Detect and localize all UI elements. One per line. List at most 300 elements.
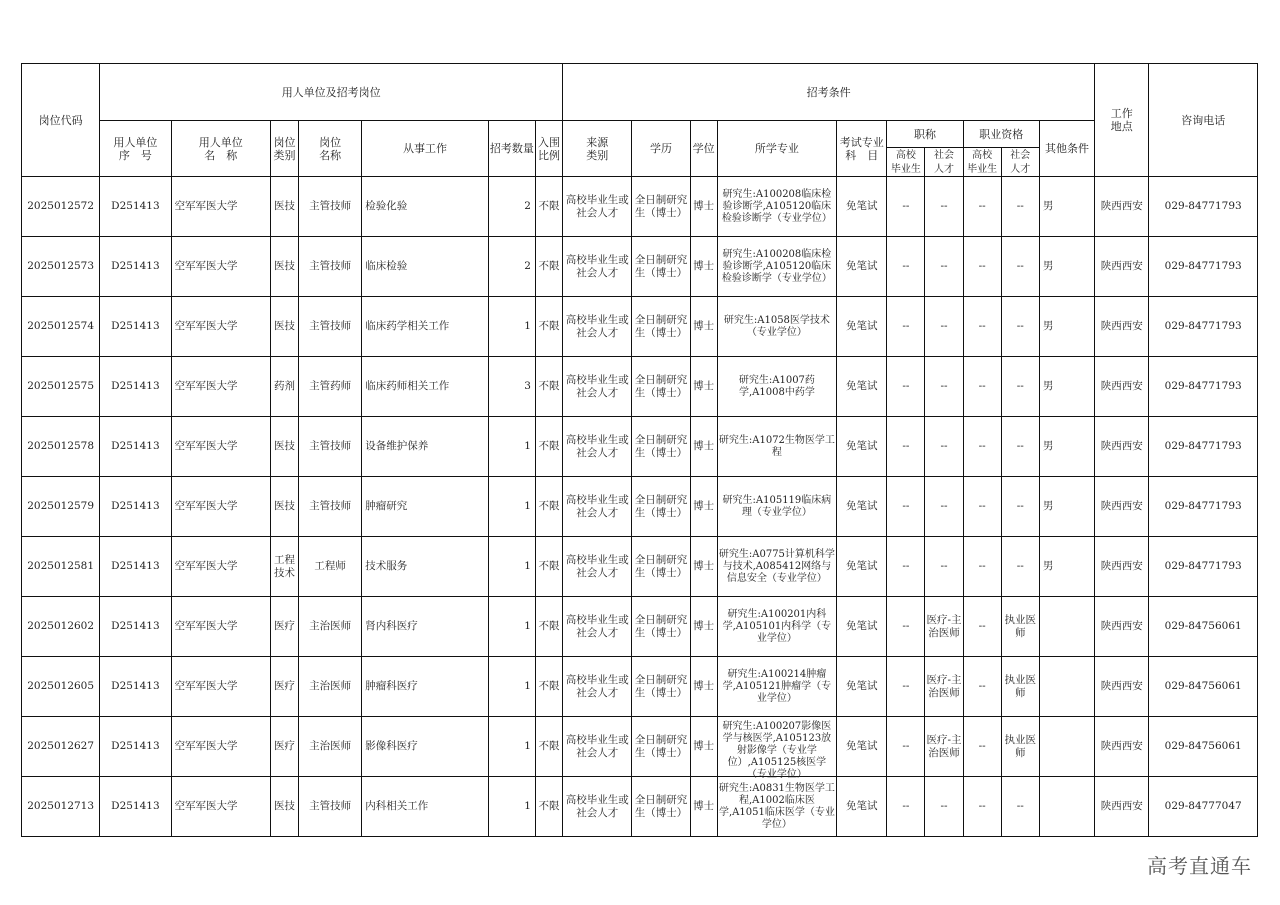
cell-exam: [837, 357, 887, 417]
cell-count: [488, 657, 535, 717]
cell-qual-grad: [963, 357, 1001, 417]
cell-edu: [632, 657, 690, 717]
cell-other: [1039, 657, 1094, 717]
cell-other: [1039, 237, 1094, 297]
cell-major-text: 研究生:A100214肿瘤学,A105121肿瘤学（专业学位）: [722, 668, 832, 704]
header-major: 所学专业: [717, 121, 836, 177]
cell-ratio-text: 不限: [538, 500, 560, 512]
header-qual-grad-text: 高校 毕业生: [967, 150, 998, 175]
cell-source: [563, 597, 632, 657]
cell-place: [1095, 477, 1149, 537]
cell-count: [488, 357, 535, 417]
cell-work-text: 临床检验: [365, 260, 408, 272]
cell-major: [717, 657, 836, 717]
cell-ratio-text: 不限: [538, 560, 560, 572]
cell-exam-text: 免笔试: [845, 800, 878, 812]
cell-qual-social-text: 执业医师: [1004, 673, 1037, 699]
cell-code-text: 2025012574: [27, 320, 95, 332]
cell-place: [1095, 657, 1149, 717]
cell-count-text: 1: [524, 320, 531, 332]
cell-post: [299, 177, 362, 237]
cell-type-text: 医技: [273, 800, 295, 812]
cell-source-text: 高校毕业生或社会人才: [565, 193, 629, 219]
cell-count-text: 1: [524, 680, 531, 692]
cell-code: [22, 537, 100, 597]
cell-count-text: 3: [524, 380, 531, 392]
cell-count-text: 1: [524, 800, 531, 812]
cell-ratio: [535, 777, 562, 837]
cell-work-text: 技术服务: [365, 560, 408, 572]
cell-degree: [690, 297, 717, 357]
cell-count: [488, 597, 535, 657]
cell-code-text: 2025012605: [27, 680, 95, 692]
cell-phone-text: 029-84771793: [1164, 500, 1242, 512]
cell-qual-social-text: --: [1016, 380, 1024, 392]
cell-title-grad-text: --: [902, 800, 910, 812]
cell-unit-name: [171, 717, 270, 777]
cell-post-text: 主管技师: [309, 440, 352, 452]
cell-qual-grad-text: --: [978, 500, 986, 512]
cell-degree: [690, 477, 717, 537]
cell-exam: [837, 597, 887, 657]
cell-code: [22, 717, 100, 777]
table-row: [22, 297, 1258, 357]
header-group-unit: 用人单位及招考岗位: [100, 64, 563, 121]
cell-qual-social: [1001, 537, 1039, 597]
cell-unit-name-text: 空军军医大学: [174, 500, 238, 512]
cell-unit-name: [171, 417, 270, 477]
header-exam-text: 考试专业 科 目: [839, 135, 884, 162]
cell-degree-text: 博士: [693, 200, 715, 212]
cell-edu-text: 全日制研究生（博士）: [634, 673, 688, 699]
cell-phone: [1149, 717, 1258, 777]
cell-exam-text: 免笔试: [845, 740, 878, 752]
cell-ratio: [535, 657, 562, 717]
cell-major: [717, 357, 836, 417]
cell-degree: [690, 777, 717, 837]
cell-unit-name: [171, 537, 270, 597]
cell-place-text: 陕西西安: [1100, 800, 1143, 812]
cell-edu: [632, 537, 690, 597]
cell-work-text: 临床药师相关工作: [365, 380, 450, 392]
cell-qual-social-text: --: [1016, 260, 1024, 272]
cell-exam: [837, 297, 887, 357]
cell-other-text: 男: [1042, 320, 1054, 332]
header-title-grad-text: 高校 毕业生: [890, 150, 921, 175]
cell-unit-name: [171, 597, 270, 657]
cell-post: [299, 537, 362, 597]
cell-degree: [690, 717, 717, 777]
cell-type-text: 医疗: [273, 740, 295, 752]
table-row: [22, 357, 1258, 417]
cell-other: [1039, 357, 1094, 417]
header-qual-group: 职业资格: [963, 121, 1039, 148]
cell-title-social-text: 医疗-主治医师: [926, 733, 962, 759]
cell-title-grad-text: --: [902, 620, 910, 632]
cell-title-social-text: --: [940, 200, 948, 212]
cell-edu-text: 全日制研究生（博士）: [634, 493, 688, 519]
header-source: [563, 121, 632, 177]
cell-unit-name: [171, 777, 270, 837]
cell-unit-no-text: D251413: [111, 740, 160, 752]
cell-unit-name: [171, 477, 270, 537]
cell-edu: [632, 237, 690, 297]
header-work: 从事工作: [362, 121, 488, 177]
cell-unit-no-text: D251413: [111, 260, 160, 272]
cell-title-grad-text: --: [902, 380, 910, 392]
cell-qual-social: [1001, 417, 1039, 477]
cell-place: [1095, 597, 1149, 657]
header-unit-name: [171, 121, 270, 177]
cell-unit-no: [100, 477, 171, 537]
header-post-name-text: 岗位 名称: [319, 135, 342, 162]
cell-place-text: 陕西西安: [1100, 380, 1143, 392]
cell-post-text: 主治医师: [309, 620, 352, 632]
cell-qual-grad: [963, 657, 1001, 717]
cell-work-text: 设备维护保养: [365, 440, 429, 452]
cell-post: [299, 237, 362, 297]
cell-place: [1095, 177, 1149, 237]
table-row: [22, 537, 1258, 597]
cell-source-text: 高校毕业生或社会人才: [565, 493, 629, 519]
cell-qual-social-text: --: [1016, 200, 1024, 212]
cell-type-text: 医疗: [273, 620, 295, 632]
cell-qual-social: [1001, 297, 1039, 357]
cell-phone: [1149, 417, 1258, 477]
header-post-code: 岗位代码: [22, 64, 100, 177]
cell-qual-grad-text: --: [978, 680, 986, 692]
cell-title-grad: [887, 357, 925, 417]
cell-major: [717, 537, 836, 597]
cell-source: [563, 357, 632, 417]
cell-exam: [837, 237, 887, 297]
cell-phone-text: 029-84771793: [1164, 200, 1242, 212]
cell-unit-name: [171, 657, 270, 717]
table-row: [22, 417, 1258, 477]
cell-code-text: 2025012578: [27, 440, 95, 452]
cell-title-grad-text: --: [902, 320, 910, 332]
cell-type: [270, 417, 298, 477]
cell-work: [362, 777, 488, 837]
cell-edu: [632, 357, 690, 417]
cell-unit-name-text: 空军军医大学: [174, 620, 238, 632]
cell-title-grad-text: --: [902, 740, 910, 752]
cell-type-text: 医技: [273, 200, 295, 212]
cell-title-grad-text: --: [902, 200, 910, 212]
cell-post: [299, 777, 362, 837]
cell-qual-social: [1001, 597, 1039, 657]
cell-type: [270, 717, 298, 777]
cell-unit-no-text: D251413: [111, 620, 160, 632]
cell-unit-no-text: D251413: [111, 800, 160, 812]
header-group-conditions: 招考条件: [563, 64, 1095, 121]
cell-place: [1095, 357, 1149, 417]
cell-code: [22, 477, 100, 537]
header-qual-grad: [963, 148, 1001, 177]
cell-ratio-text: 不限: [538, 440, 560, 452]
cell-other: [1039, 417, 1094, 477]
cell-code: [22, 357, 100, 417]
cell-source-text: 高校毕业生或社会人才: [565, 793, 629, 819]
cell-major: [717, 417, 836, 477]
cell-title-grad: [887, 477, 925, 537]
cell-count: [488, 717, 535, 777]
cell-title-social: [925, 237, 963, 297]
cell-exam-text: 免笔试: [845, 380, 878, 392]
cell-place: [1095, 717, 1149, 777]
cell-ratio: [535, 237, 562, 297]
cell-type: [270, 357, 298, 417]
cell-other-text: 男: [1042, 560, 1054, 572]
header-title-grad: [887, 148, 925, 177]
cell-count: [488, 177, 535, 237]
cell-title-social-text: --: [940, 260, 948, 272]
cell-unit-no-text: D251413: [111, 560, 160, 572]
table-row: [22, 777, 1258, 837]
cell-phone-text: 029-84771793: [1164, 560, 1242, 572]
cell-qual-social-text: 执业医师: [1004, 613, 1037, 639]
cell-ratio: [535, 297, 562, 357]
cell-other: [1039, 597, 1094, 657]
cell-qual-social-text: --: [1016, 560, 1024, 572]
cell-type-text: 药剂: [273, 380, 295, 392]
cell-edu-text: 全日制研究生（博士）: [634, 373, 688, 399]
cell-ratio-text: 不限: [538, 800, 560, 812]
cell-title-social-text: 医疗-主治医师: [926, 613, 962, 639]
cell-edu-text: 全日制研究生（博士）: [634, 553, 688, 579]
cell-degree: [690, 357, 717, 417]
cell-edu: [632, 477, 690, 537]
cell-title-social: [925, 357, 963, 417]
cell-type: [270, 537, 298, 597]
cell-work-text: 肾内科医疗: [365, 620, 418, 632]
cell-unit-name-text: 空军军医大学: [174, 260, 238, 272]
cell-title-social: [925, 477, 963, 537]
cell-qual-social: [1001, 777, 1039, 837]
cell-place-text: 陕西西安: [1100, 320, 1143, 332]
cell-work: [362, 177, 488, 237]
header-phone: 咨询电话: [1149, 64, 1258, 177]
cell-degree: [690, 657, 717, 717]
cell-qual-grad: [963, 417, 1001, 477]
recruitment-table-container: [21, 63, 1258, 837]
header-work-place-text: 工作 地点: [1110, 107, 1133, 133]
cell-qual-social: [1001, 477, 1039, 537]
cell-work-text: 肿瘤研究: [365, 500, 408, 512]
cell-unit-no-text: D251413: [111, 500, 160, 512]
cell-other-text: 男: [1042, 440, 1054, 452]
cell-degree-text: 博士: [693, 380, 715, 392]
cell-exam: [837, 177, 887, 237]
cell-edu-text: 全日制研究生（博士）: [634, 313, 688, 339]
cell-source-text: 高校毕业生或社会人才: [565, 733, 629, 759]
cell-place: [1095, 237, 1149, 297]
cell-type-text: 医疗: [273, 680, 295, 692]
cell-edu: [632, 417, 690, 477]
cell-major-text: 研究生:A1007药学,A1008中药学: [738, 374, 815, 398]
cell-unit-name-text: 空军军医大学: [174, 800, 238, 812]
cell-source-text: 高校毕业生或社会人才: [565, 373, 629, 399]
cell-major-text: 研究生:A1072生物医学工程: [718, 434, 835, 458]
cell-exam: [837, 537, 887, 597]
cell-title-social: [925, 417, 963, 477]
cell-qual-grad-text: --: [978, 440, 986, 452]
cell-qual-grad: [963, 177, 1001, 237]
cell-unit-name-text: 空军军医大学: [174, 320, 238, 332]
cell-qual-grad-text: --: [978, 320, 986, 332]
cell-edu-text: 全日制研究生（博士）: [634, 613, 688, 639]
cell-qual-social: [1001, 177, 1039, 237]
cell-phone-text: 029-84771793: [1164, 440, 1242, 452]
cell-ratio-text: 不限: [538, 200, 560, 212]
header-title-group: 职称: [887, 121, 963, 148]
cell-title-social-text: --: [940, 560, 948, 572]
cell-phone: [1149, 777, 1258, 837]
cell-phone: [1149, 177, 1258, 237]
cell-post-text: 主治医师: [309, 680, 352, 692]
cell-ratio: [535, 177, 562, 237]
cell-place-text: 陕西西安: [1100, 620, 1143, 632]
cell-ratio: [535, 417, 562, 477]
cell-source-text: 高校毕业生或社会人才: [565, 313, 629, 339]
cell-unit-no-text: D251413: [111, 200, 160, 212]
cell-major-text: 研究生:A0831生物医学工程,A1002临床医学,A1051临床医学（专业学位）: [718, 782, 835, 830]
cell-unit-no: [100, 297, 171, 357]
cell-work: [362, 537, 488, 597]
cell-degree-text: 博士: [693, 680, 715, 692]
cell-place: [1095, 297, 1149, 357]
header-edu: 学历: [632, 121, 690, 177]
cell-code-text: 2025012575: [27, 380, 95, 392]
cell-major: [717, 297, 836, 357]
cell-title-grad: [887, 777, 925, 837]
cell-unit-no-text: D251413: [111, 680, 160, 692]
cell-title-social-text: 医疗-主治医师: [926, 673, 962, 699]
cell-qual-social: [1001, 357, 1039, 417]
watermark-logo: 高考直通车: [1147, 854, 1252, 878]
cell-title-grad-text: --: [902, 560, 910, 572]
cell-phone-text: 029-84756061: [1164, 620, 1242, 632]
cell-other: [1039, 777, 1094, 837]
cell-degree: [690, 537, 717, 597]
table-row: [22, 657, 1258, 717]
cell-qual-social-text: --: [1016, 320, 1024, 332]
cell-phone: [1149, 657, 1258, 717]
cell-degree-text: 博士: [693, 740, 715, 752]
cell-title-grad: [887, 237, 925, 297]
table-row: [22, 237, 1258, 297]
cell-code: [22, 657, 100, 717]
cell-work-text: 内科相关工作: [365, 800, 429, 812]
cell-phone-text: 029-84771793: [1164, 320, 1242, 332]
header-ratio: [535, 121, 562, 177]
cell-ratio-text: 不限: [538, 320, 560, 332]
cell-title-social-text: --: [940, 440, 948, 452]
cell-qual-grad: [963, 237, 1001, 297]
cell-ratio: [535, 477, 562, 537]
cell-title-social-text: --: [940, 380, 948, 392]
cell-qual-grad: [963, 717, 1001, 777]
cell-phone-text: 029-84771793: [1164, 380, 1242, 392]
cell-code-text: 2025012579: [27, 500, 95, 512]
cell-unit-no: [100, 717, 171, 777]
cell-type-text: 工程技术: [273, 553, 295, 579]
cell-phone-text: 029-84756061: [1164, 740, 1242, 752]
cell-qual-grad: [963, 297, 1001, 357]
cell-other-text: 男: [1042, 260, 1054, 272]
cell-code: [22, 597, 100, 657]
header-qual-social-text: 社会 人才: [1010, 150, 1031, 175]
cell-source: [563, 417, 632, 477]
cell-type: [270, 657, 298, 717]
cell-qual-social-text: --: [1016, 800, 1024, 812]
cell-title-social: [925, 777, 963, 837]
cell-source: [563, 297, 632, 357]
cell-exam-text: 免笔试: [845, 560, 878, 572]
cell-type: [270, 297, 298, 357]
cell-code-text: 2025012713: [27, 800, 95, 812]
cell-title-grad: [887, 657, 925, 717]
cell-title-social: [925, 717, 963, 777]
cell-qual-social: [1001, 237, 1039, 297]
cell-count: [488, 537, 535, 597]
cell-count: [488, 477, 535, 537]
header-source-text: 来源 类别: [586, 135, 609, 162]
cell-ratio-text: 不限: [538, 380, 560, 392]
cell-major: [717, 777, 836, 837]
header-work-place: [1095, 64, 1149, 177]
cell-post-text: 主管技师: [309, 500, 352, 512]
cell-title-grad: [887, 417, 925, 477]
cell-code: [22, 177, 100, 237]
header-degree: 学位: [690, 121, 717, 177]
cell-count-text: 1: [524, 560, 531, 572]
cell-title-social-text: --: [940, 320, 948, 332]
cell-exam-text: 免笔试: [845, 680, 878, 692]
cell-count: [488, 417, 535, 477]
cell-degree-text: 博士: [693, 800, 715, 812]
cell-ratio-text: 不限: [538, 620, 560, 632]
cell-exam-text: 免笔试: [845, 500, 878, 512]
cell-type: [270, 597, 298, 657]
cell-phone-text: 029-84756061: [1164, 680, 1242, 692]
cell-unit-no-text: D251413: [111, 380, 160, 392]
cell-qual-grad-text: --: [978, 800, 986, 812]
cell-qual-grad-text: --: [978, 260, 986, 272]
cell-edu: [632, 297, 690, 357]
cell-work-text: 临床药学相关工作: [365, 320, 450, 332]
cell-place: [1095, 777, 1149, 837]
cell-degree: [690, 177, 717, 237]
cell-exam: [837, 777, 887, 837]
cell-ratio: [535, 597, 562, 657]
cell-post-text: 主治医师: [309, 740, 352, 752]
cell-ratio: [535, 717, 562, 777]
cell-unit-name-text: 空军军医大学: [174, 560, 238, 572]
cell-unit-no: [100, 597, 171, 657]
cell-source-text: 高校毕业生或社会人才: [565, 673, 629, 699]
cell-qual-social: [1001, 657, 1039, 717]
cell-exam-text: 免笔试: [845, 440, 878, 452]
cell-unit-no: [100, 417, 171, 477]
cell-count-text: 1: [524, 740, 531, 752]
cell-ratio-text: 不限: [538, 260, 560, 272]
cell-ratio-text: 不限: [538, 680, 560, 692]
cell-title-social-text: --: [940, 500, 948, 512]
table-row: [22, 177, 1258, 237]
table-row: [22, 717, 1258, 777]
cell-post: [299, 417, 362, 477]
